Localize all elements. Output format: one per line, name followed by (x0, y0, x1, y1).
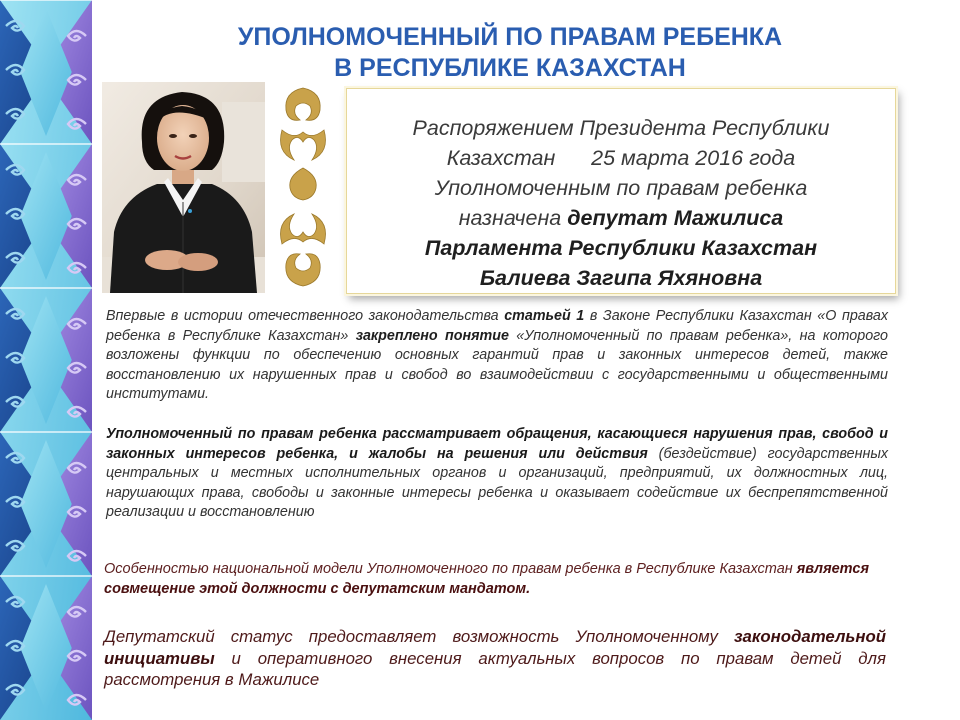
announcement-line-1: Распоряжением Президента Республики (412, 116, 830, 140)
announcement-line-6 (357, 263, 885, 293)
p1-text-3: «Уполномоченный по правам ребенка», на которого возложены функции по обеспечению основных гарантий прав и законных интересов детей, также восстановлению их нарушенных прав и свобод во взаимодействии с государственными и общественными институтами. (106, 327, 888, 403)
p2-bold-1: Уполномоченный по правам ребенка рассматривает обращения, касающиеся нарушения прав, свобод и законных интересов ребенка, и жалобы на решения или действия (106, 426, 888, 462)
announcement-line-5-bold: Парламента Республики Казахстан (424, 236, 818, 260)
p1-bold-1: статьей 1 (504, 308, 585, 324)
kazakh-ornament (272, 82, 334, 292)
announcement-line-2: Казахстан 25 марта 2016 года (446, 146, 796, 170)
announcement-line-4-plain: назначена (458, 206, 568, 230)
title-line-1: УПОЛНОМОЧЕННЫЙ ПО ПРАВАМ РЕБЕНКА (237, 23, 783, 51)
title-line-2: В РЕСПУБЛИКЕ КАЗАХСТАН (334, 54, 686, 82)
portrait-photo (102, 82, 265, 293)
appointment-announcement (346, 88, 896, 294)
p2-text-1: (бездействие) государственных центральных и местных исполнительных органов и организаций, предприятий, их должностных лиц, нарушающих права, свободы и законные интересы ребенка и оказывает содействие их беспрепятственной реализации и восстановлению (106, 445, 889, 521)
announcement-line-4 (357, 203, 885, 233)
p4-bold-1: законодательной инициативы (104, 627, 886, 668)
decorative-pattern-strip (0, 0, 92, 720)
announcement-line-5 (357, 233, 885, 263)
commissioner-name: Балиева Загипа Яхяновна (479, 266, 763, 290)
page-title (160, 22, 860, 84)
p1-text-1: Впервые в истории отечественного законодательства (106, 308, 505, 324)
paragraph-deputy-status (104, 626, 886, 691)
announcement-line-3: Уполномоченным по правам ребенка (434, 176, 808, 200)
paragraph-commissioner-duties (106, 425, 888, 523)
paragraph-law-article (106, 307, 888, 405)
announcement-line-4-bold: депутат Мажилиса (567, 206, 784, 230)
p3-bold-1: является совмещение этой должности с депутатским мандатом. (104, 561, 869, 597)
paragraph-national-model (104, 560, 884, 599)
p4-text-1: Депутатский статус предоставляет возможность Уполномоченному (104, 627, 734, 646)
p4-text-2: и оперативного внесения актуальных вопросов по правам детей для рассмотрения в Мажилисе (104, 648, 886, 689)
p1-bold-2: закреплено понятие (355, 327, 509, 344)
p1-text-2: в Законе Республики Казахстан «О правах ребенка в Республике Казахстан» (106, 308, 888, 344)
p3-text-1: Особенностью национальной модели Уполномоченного по правам ребенка в Республике Казахстан (104, 561, 797, 577)
